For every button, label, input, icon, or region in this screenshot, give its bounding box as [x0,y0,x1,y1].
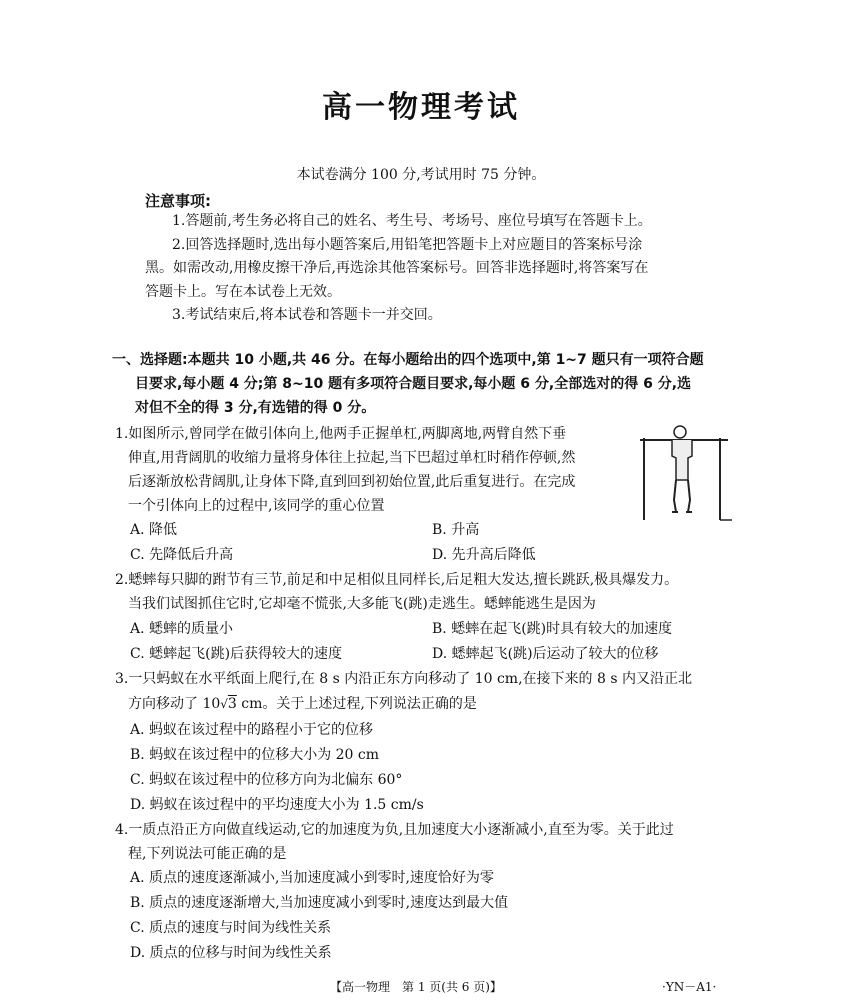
question-4-option-c: C. 质点的速度与时间为线性关系 [130,920,332,936]
footer-code: ·YN－A1· [662,980,717,994]
question-1-stem: 后逐渐放松背阔肌,让身体下降,直到回到初始位置,此后重复进行。在完成 [128,474,576,490]
section-heading-line: 一、选择题:本题共 10 小题,共 46 分。在每小题给出的四个选项中,第 1~7 题只有一项符合题 [112,352,704,368]
question-3-option-d: D. 蚂蚁在该过程中的平均速度大小为 1.5 cm/s [130,797,424,813]
question-3-stem-line-2: 方向移动了 10√3 cm。关于上述过程,下列说法正确的是 [128,696,477,712]
question-3-stem-post: cm。关于上述过程,下列说法正确的是 [236,696,477,712]
question-2-stem: 当我们试图抓住它时,它却毫不慌张,大多能飞(跳)走逃生。蟋蟀能逃生是因为 [128,596,596,612]
question-4-option-d: D. 质点的位移与时间为线性关系 [130,945,332,961]
question-3-sqrt-value: 3 [227,696,237,712]
note-line: 1.答题前,考生务必将自己的姓名、考生号、考场号、座位号填写在答题卡上。 [172,213,652,229]
question-4-option-a: A. 质点的速度逐渐减小,当加速度减小到零时,速度恰好为零 [130,870,494,886]
question-4-stem: 4.一质点沿正方向做直线运动,它的加速度为负,且加速度大小逐渐减小,直至为零。关于此过 [115,822,674,838]
question-3-option-c: C. 蚂蚁在该过程中的位移方向为北偏东 60° [130,772,403,788]
question-1-option-b: B. 升高 [432,522,480,538]
exam-subtitle: 本试卷满分 100 分,考试用时 75 分钟。 [296,167,546,183]
question-2-stem: 2.蟋蟀每只脚的跗节有三节,前足和中足相似且同样长,后足粗大发达,擅长跳跃,极具爆发力。 [115,572,679,588]
note-line: 黑。如需改动,用橡皮擦干净后,再选涂其他答案标号。回答非选择题时,将答案写在 [145,260,649,276]
notes-heading: 注意事项: [145,192,211,210]
question-3-option-a: A. 蚂蚁在该过程中的路程小于它的位移 [130,722,374,738]
note-line: 3.考试结束后,将本试卷和答题卡一并交回。 [172,307,442,323]
question-2-option-a: A. 蟋蟀的质量小 [130,621,234,637]
exam-title: 高一物理考试 [322,90,520,125]
note-line: 答题卡上。写在本试卷上无效。 [145,284,341,300]
question-1-option-a: A. 降低 [130,522,178,538]
question-2-option-b: B. 蟋蟀在起飞(跳)时具有较大的加速度 [432,621,673,637]
note-line: 2.回答选择题时,选出每小题答案后,用铅笔把答题卡上对应题目的答案标号涂 [172,237,643,253]
footer-page-label: 【高一物理 第 1 页(共 6 页)】 [330,980,502,994]
question-1-stem: 一个引体向上的过程中,该同学的重心位置 [128,498,385,514]
question-1-stem: 1.如图所示,曾同学在做引体向上,他两手正握单杠,两脚离地,两臂自然下垂 [115,426,567,442]
question-3-stem: 3.一只蚂蚁在水平纸面上爬行,在 8 s 内沿正东方向移动了 10 cm,在接下来的 8 s 内又沿正北 [115,671,692,687]
question-3-option-b: B. 蚂蚁在该过程中的位移大小为 20 cm [130,747,380,763]
section-heading-line: 对但不全的得 3 分,有选错的得 0 分。 [135,400,376,416]
section-heading-line: 目要求,每小题 4 分;第 8~10 题有多项符合题目要求,每小题 6 分,全部选对的得 6 分,选 [135,376,692,392]
question-4-stem: 程,下列说法可能正确的是 [128,846,287,862]
question-1-stem: 伸直,用背阔肌的收缩力量将身体往上拉起,当下巴超过单杠时稍作停顿,然 [128,450,576,466]
question-2-option-d: D. 蟋蟀起飞(跳)后运动了较大的位移 [432,646,659,662]
question-1-option-d: D. 先升高后降低 [432,547,536,563]
pull-up-figure [636,422,734,522]
question-3-stem-pre: 方向移动了 10 [128,696,221,712]
question-2-option-c: C. 蟋蟀起飞(跳)后获得较大的速度 [130,646,343,662]
question-1-option-c: C. 先降低后升高 [130,547,234,563]
question-4-option-b: B. 质点的速度逐渐增大,当加速度减小到零时,速度达到最大值 [130,895,509,911]
